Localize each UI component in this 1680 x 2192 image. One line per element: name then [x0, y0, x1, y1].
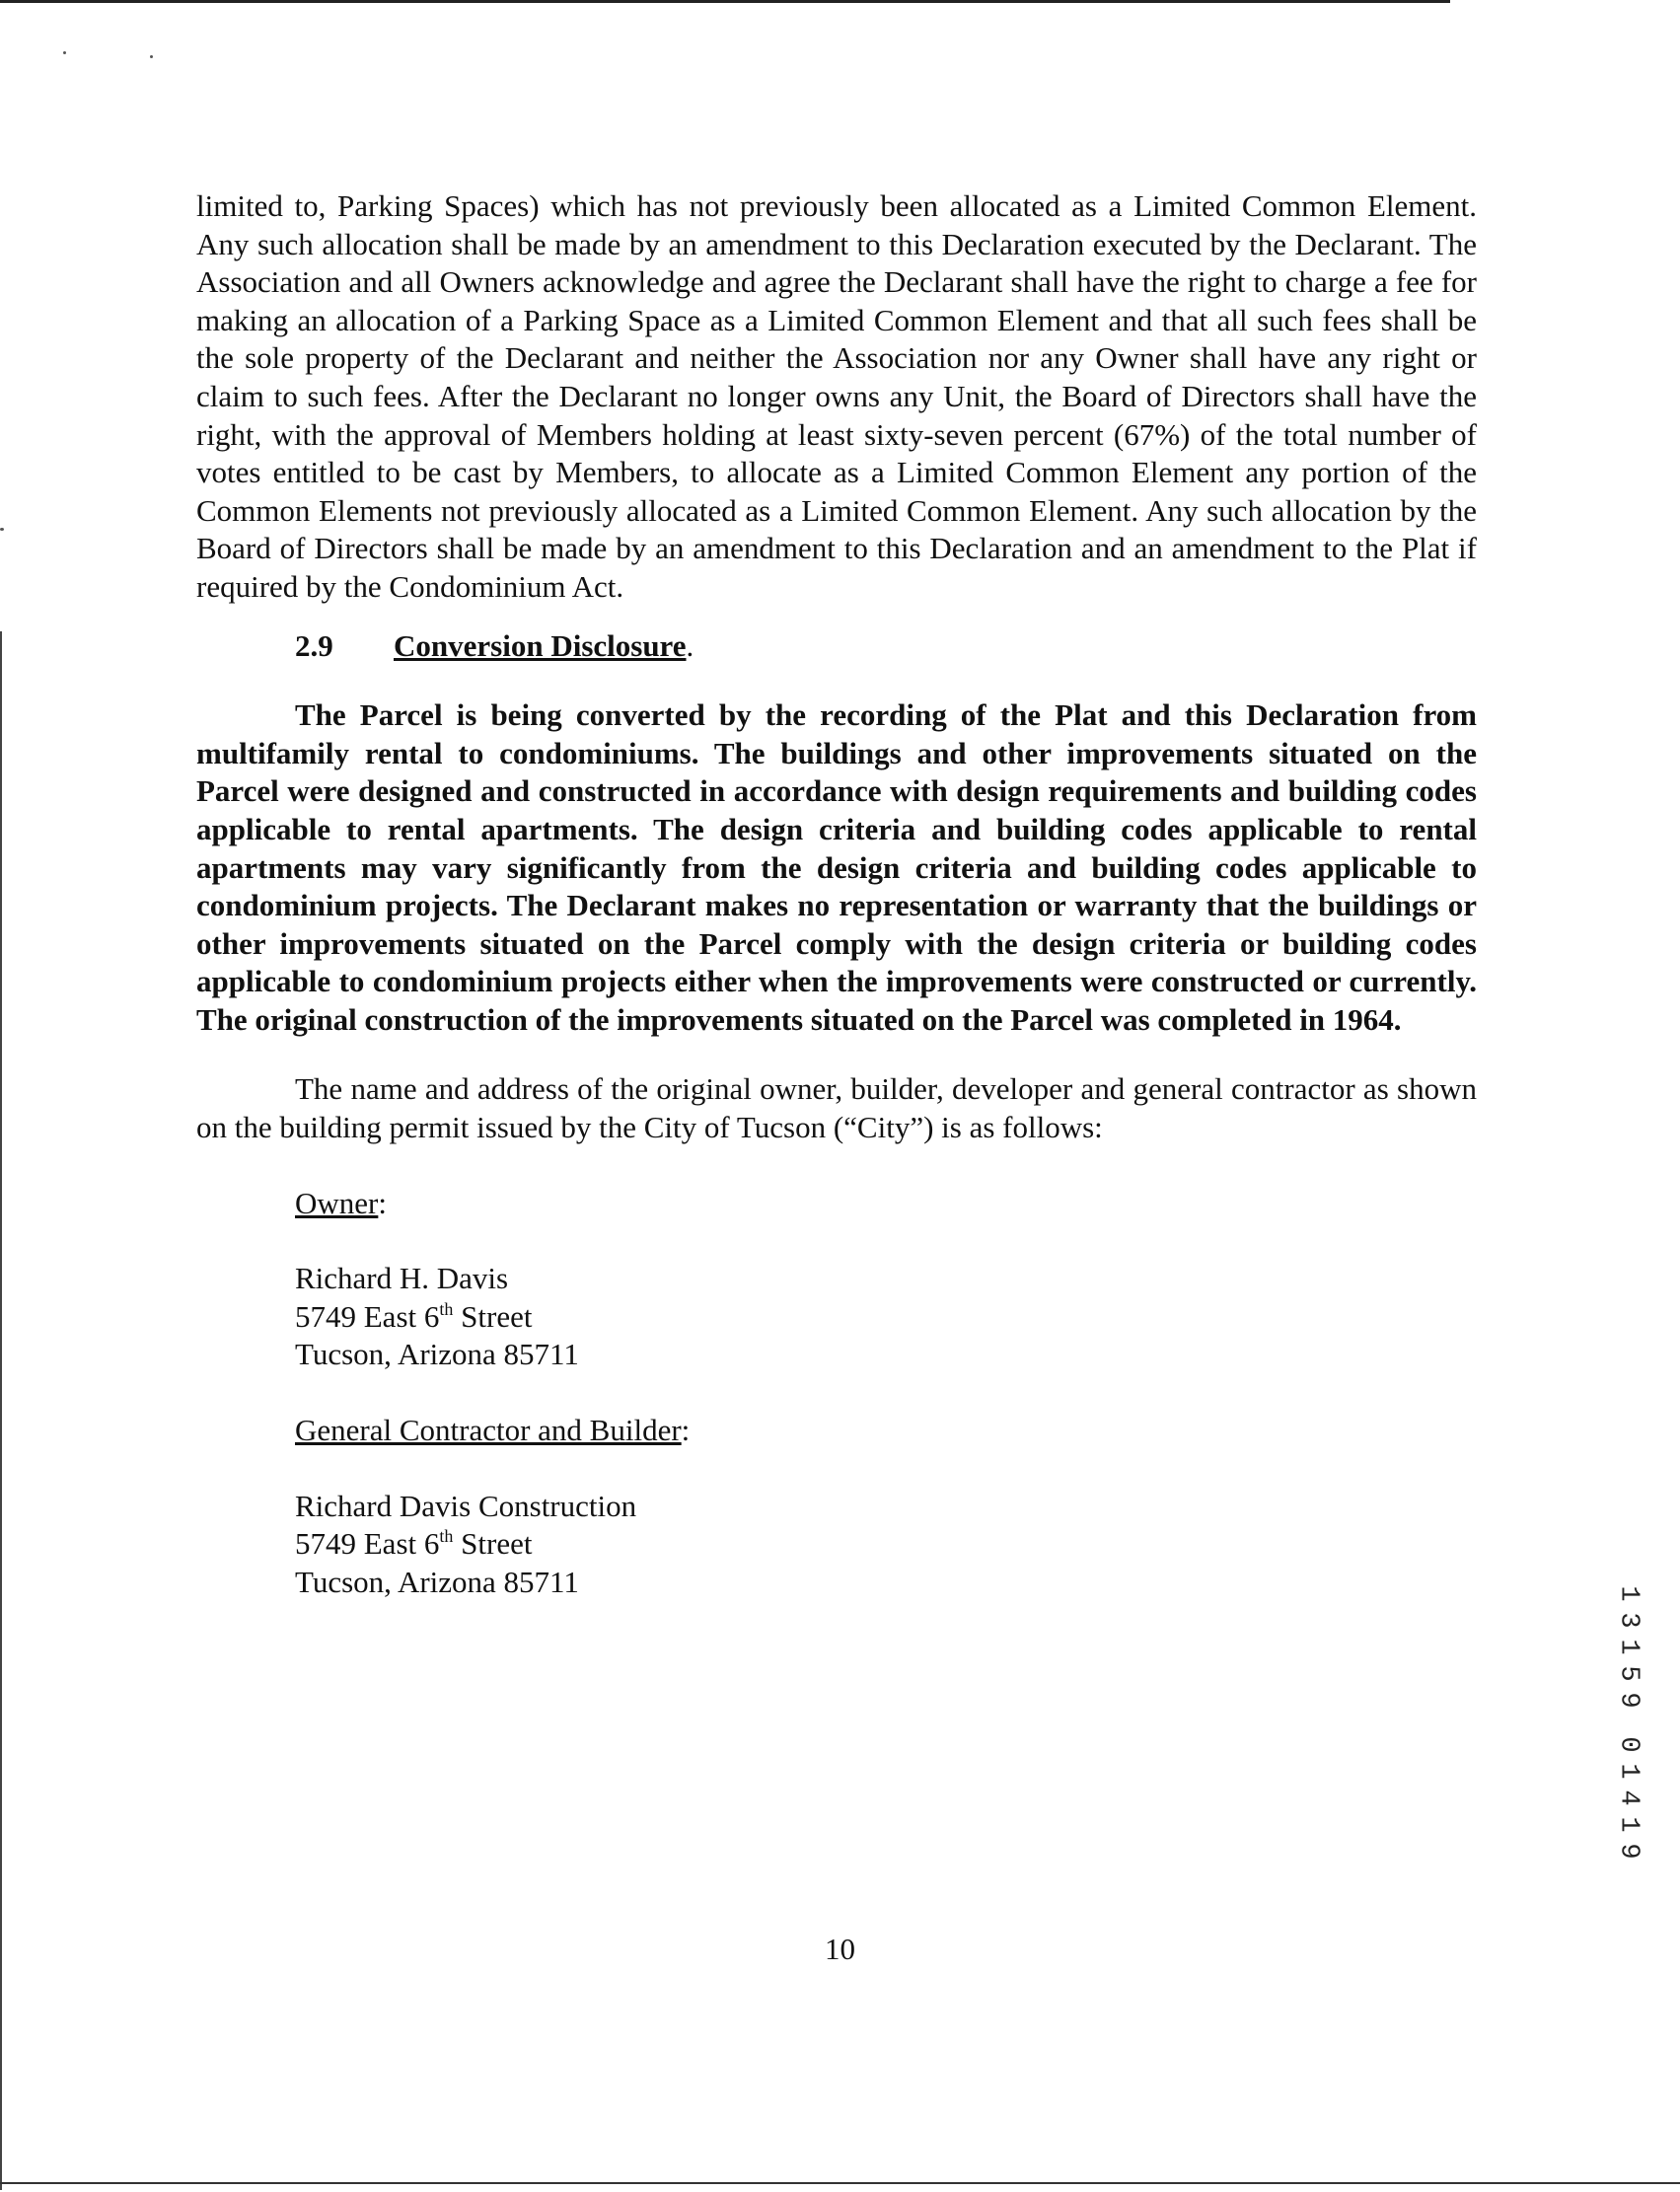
scan-edge-bottom: [0, 2182, 1680, 2184]
conversion-disclosure-paragraph: The Parcel is being converted by the recording of the Plat and this Declaration from multifamily rental to condominiums. The buildings and other improvements situated on the Parcel were designed and constructed in accordance with design requirements and building codes applicable to rental apartments. The design criteria and building codes applicable to rental apartments may vary significantly from the design criteria and building codes applicable to condominium projects. The Declarant makes no representation or warranty that the buildings or other improvements situated on the Parcel comply with the design criteria or building codes applicable to condominium projects either when the improvements were constructed or currently. The original construction of the improvements situated on the Parcel was completed in 1964.: [196, 697, 1477, 1037]
owner-label-colon: :: [378, 1185, 387, 1220]
recording-stamp-page: [1614, 1731, 1642, 1864]
stamp-digit: 5: [1613, 1665, 1643, 1682]
owner-street-ordinal: th: [439, 1298, 454, 1319]
owner-city-line: Tucson, Arizona 85711: [295, 1337, 579, 1372]
owner-street-name: Street: [453, 1298, 533, 1334]
owner-street: [295, 1298, 1477, 1337]
section-heading: [196, 627, 1477, 666]
contractor-street: [295, 1525, 1477, 1564]
stamp-digit: 1: [1613, 1639, 1643, 1655]
contractor-street-ordinal: th: [439, 1526, 454, 1547]
contractor-address-block: [295, 1488, 1477, 1602]
stamp-digit: 1: [1613, 1816, 1643, 1833]
stamp-digit: 1: [1613, 1763, 1643, 1780]
stamp-digit: 4: [1613, 1790, 1643, 1806]
scan-speck: [63, 51, 66, 54]
section-title-period: .: [686, 627, 694, 663]
recording-stamp: [1614, 1580, 1642, 1864]
contractor-label-text: General Contractor and Builder: [295, 1413, 682, 1448]
contractor-city-line: Tucson, Arizona 85711: [295, 1564, 579, 1599]
contractor-street-number: 5749 East 6: [295, 1526, 440, 1562]
scan-speck: [150, 55, 153, 58]
scan-edge-top: [0, 0, 1450, 3]
document-page: [196, 187, 1477, 1601]
opening-paragraph: limited to, Parking Spaces) which has not previously been allocated as a Limited Common Element. Any such allocation shall be made by an amendment to this Declaration executed by the Declarant. The Association and all Owners acknowledge and agree the Declarant shall have the right to charge a fee for making an allocation of a Parking Space as a Limited Common Element and that all such fees shall be the sole property of the Declarant and neither the Association nor any Owner shall have any right or claim to such fees. After the Declarant no longer owns any Unit, the Board of Directors shall have the right, with the approval of Members holding at least sixty-seven percent (67%) of the total number of votes entitled to be cast by Members, to allocate as a Limited Common Element any portion of the Common Elements not previously allocated as a Limited Common Element. Any such allocation by the Board of Directors shall be made by an amendment to this Declaration and an amendment to the Plat if required by the Condominium Act.: [196, 188, 1477, 604]
stamp-digit: 9: [1613, 1843, 1643, 1860]
permit-intro-paragraph: The name and address of the original owner, builder, developer and general contractor as shown on the building permit issued by the City of Tucson (“City”) is as follows:: [196, 1071, 1477, 1145]
stamp-digit: 0: [1613, 1736, 1643, 1753]
contractor-street-name: Street: [453, 1526, 533, 1562]
owner-street-number: 5749 East 6: [295, 1298, 440, 1334]
stamp-digit: 9: [1613, 1692, 1643, 1709]
recording-stamp-book: [1614, 1580, 1642, 1714]
section-number: 2.9: [295, 627, 333, 663]
owner-name: Richard H. Davis: [295, 1261, 509, 1296]
owner-label: [295, 1185, 1477, 1223]
section-title: Conversion Disclosure: [394, 627, 687, 663]
contractor-label: [295, 1412, 1477, 1450]
owner-address-block: [295, 1260, 1477, 1374]
stamp-digit: 3: [1613, 1612, 1643, 1629]
page-number: 10: [825, 1932, 855, 1966]
stamp-digit: 1: [1613, 1585, 1643, 1602]
contractor-name: Richard Davis Construction: [295, 1488, 637, 1523]
scan-speck: [0, 528, 4, 531]
owner-label-text: Owner: [295, 1185, 379, 1220]
contractor-label-colon: :: [681, 1413, 691, 1448]
